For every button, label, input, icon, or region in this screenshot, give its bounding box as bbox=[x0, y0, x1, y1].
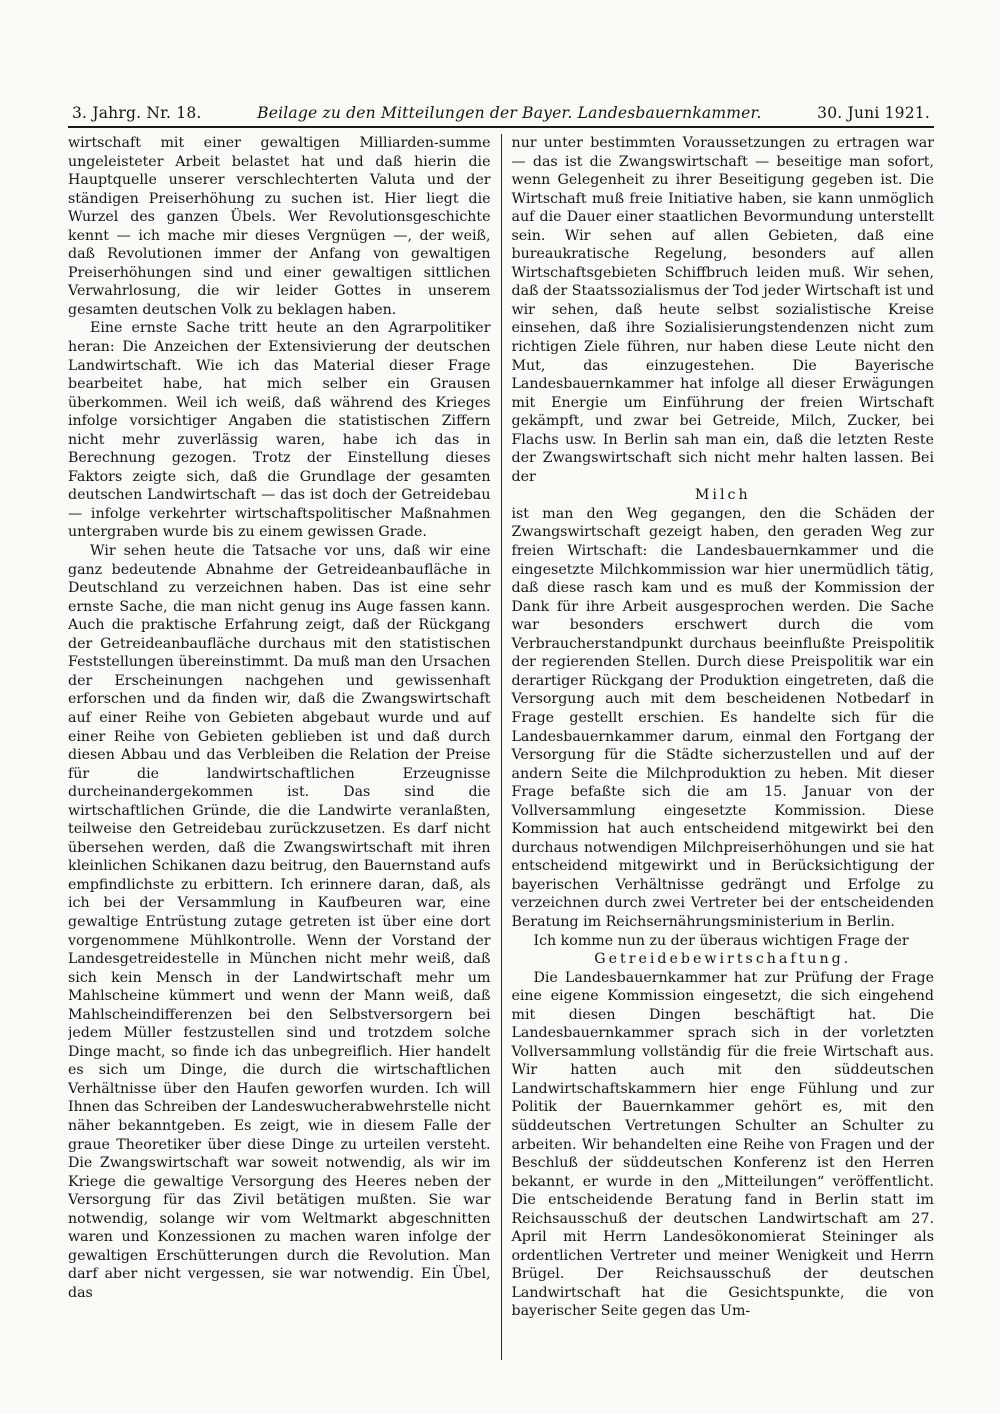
text-columns bbox=[68, 134, 934, 1364]
milch-heading: Milch bbox=[694, 487, 751, 504]
right-paragraph-1: nur unter bestimmten Voraussetzungen zu ertragen war — das ist die Zwangswirtschaft — beseitige man sofort, wenn Gelegenheit zu ihrer Beseitigung gegeben ist. Die Wirtschaft muß freie Initiative haben, sie kann unmöglich auf die Dauer einer staatlichen Bevormundung unterstellt sein. Wir sehen auf allen Gebieten, daß eine bureaukratische Regelung, besonders auf allen Wirtschaftsgebieten Schiffbruch leiden muß. Wir sehen, daß der Staatssozialismus der Tod jeder Wirtschaft ist und wir sehen, daß heute selbst sozialistische Kreise einsehen, daß ihre Sozialisierungstendenzen nicht zum richtigen Ziele führen, nur haben diese Leute nicht den Mut, das einzugestehen. Die Bayerische Landesbauernkammer hat infolge all dieser Erwägungen mit Energie um Einführung der freien Wirtschaft gekämpft, und zwar bei Getreide, Milch, Zucker, bei Flachs usw. In Berlin sah man ein, daß die letzten Reste der Zwangswirtschaft sich nicht mehr halten lassen. Bei der bbox=[511, 135, 934, 485]
publication-title: Beilage zu den Mitteilungen der Bayer. Landesbauernkammer. bbox=[257, 104, 762, 122]
right-paragraph-2: ist man den Weg gegangen, den die Schäden der Zwangswirtschaft gezeigt haben, den geraden Weg zur freien Wirtschaft: die Landesbauernkammer und die eingesetzte Milchkommission war hier unermüdlich tätig, daß diese rasch kam und es muß der Kommission der Dank für ihre Arbeit ausgesprochen werden. Die Sache war besonders erschwert durch die vom Verbraucherstandpunkt durchaus beeinflußte Preispolitik der regierenden Stellen. Durch diese Preispolitik war ein derartiger Rückgang der Produktion eingetreten, daß die Versorgung auch mit dem bescheidenen Notbedarf in Frage gestellt erschien. Es handelte sich für die Landesbauernkammer darum, einmal den Fortgang der Versorgung für die Städte sicherzustellen und auf der andern Seite die Milchproduktion zu heben. Mit dieser Frage befaßte sich die am 15. Januar von der Vollversammlung eingesetzte Kommission. Diese Kommission hat auch entscheidend mitgewirkt bei den durchaus notwendigen Milchpreiserhöhungen und sie hat entscheidend mitgewirkt und in Berücksichtigung der bayerischen Verhältnisse gedrängt und Erfolge zu verzeichnen durch zwei Vertreter bei der entscheidenden Beratung im Reichsernährungsministerium in Berlin. bbox=[511, 505, 934, 930]
left-paragraph-1: wirtschaft mit einer gewaltigen Milliarden-summe ungeleisteter Arbeit belastet hat und daß hierin die Hauptquelle unserer verschlechterten Valuta und der ständigen Preiserhöhung zu suchen ist. Hier liegt die Wurzel des ganzen Übels. Wer Revolutionsgeschichte kennt — ich mache mir dieses Vergnügen —, der weiß, daß Revolutionen immer der Anfang von gewaltigen Preiserhöhungen sind und einer gewaltigen sittlichen Verwahrlosung, die wir leider Gottes in unserem gesamten deutschen Volk zu beklagen haben. bbox=[68, 135, 491, 318]
right-paragraph-4: Die Landesbauernkammer hat zur Prüfung der Frage eine eigene Kommission eingesetzt, die sich eingehend mit diesen Dingen beschäftigt hat. Die Landesbauernkammer sprach sich in der vorletzten Vollversammlung vollständig für die freie Wirtschaft aus. Wir hatten auch mit den süddeutschen Landwirtschaftskammern hier enge Fühlung und zur Politik der Bauernkammer gehört es, mit den süddeutschen Vertretungen Schulter an Schulter zu arbeiten. Wir behandelten eine Reihe von Fragen und der Beschluß der süddeutschen Konferenz ist den Herren bekannt, er wurde in den „Mitteilungen“ veröffentlicht. Die entscheidende Beratung fand in Berlin statt im Reichsausschuß der deutschen Landwirtschaft am 27. April mit Herrn Landesökonomierat Steininger als ordentlichen Vertreter und meiner Wenigkeit und Herrn Brügel. Der Reichsausschuß der deutschen Landwirtschaft hat die Gesichtspunkte, die von bayerischer Seite gegen das Um- bbox=[511, 969, 934, 1320]
left-paragraph-3: Wir sehen heute die Tatsache vor uns, daß wir eine ganz bedeutende Abnahme der Getreideanbaufläche in Deutschland zu verzeichnen haben. Das ist eine sehr ernste Sache, die man nicht genug ins Auge fassen kann. Auch die praktische Erfahrung zeigt, daß der Rückgang der Getreideanbaufläche durchaus mit den statistischen Feststellungen übereinstimmt. Da muß man den Ursachen der Erscheinungen nachgehen und gewissenhaft erforschen und da finden wir, daß die Zwangswirtschaft auf einer Reihe von Gebieten abgebaut wurde und auf einer Reihe von Gebieten geblieben ist und daß durch diesen Abbau und das Verbleiben die Relation der Preise für die landwirtschaftlichen Erzeugnisse durcheinandergekommen ist. Das sind die wirtschaftlichen Gründe, die die Landwirte veranlaßten, teilweise den Getreidebau zurückzusetzen. Es darf nicht übersehen werden, daß die Zwangswirtschaft mit ihren kleinlichen Schikanen dazu beitrug, den Bauernstand aufs empfindlichste zu erbittern. Ich erinnere daran, daß, als ich bei der Versammlung in Kaufbeuren war, eine gewaltige Entrüstung zutage getreten ist über eine dort vorgenommene Mühlkontrolle. Wenn der Vorstand der Landesgetreidestelle in München nicht mehr weiß, daß sich kein Mensch in der Landwirtschaft mehr um Mahlscheine kümmert und wenn der Mann weiß, daß Mahlscheindifferenzen bei den Selbstversorgern bei jedem Müller festzustellen sind und trotzdem solche Dinge macht, so finde ich das unbegreiflich. Hier handelt es sich um Dinge, die durch die wirtschaftlichen Verhältnisse über den Haufen geworfen wurden. Ich will Ihnen das Schreiben der Landeswucherabwehrstelle nicht näher bekanntgeben. Es zeigt, wie in diesem Falle der graue Theoretiker über diese Dinge zu urteilen versteht. Die Zwangswirtschaft war soweit notwendig, als wir im Kriege die gewaltige Versorgung des Heeres neben der Versorgung für das Zivil betätigen mußten. Sie war notwendig, solange wir vom Weltmarkt abgeschnitten waren und Konzessionen zu machen waren infolge der gewaltigen Erschütterungen durch die Revolution. Man darf aber nicht vergessen, sie war notwendig. Ein Übel, das bbox=[68, 543, 491, 1301]
page-header bbox=[68, 104, 934, 128]
right-paragraph-3: Ich komme nun zu der überaus wichtigen Frage der bbox=[533, 932, 909, 949]
right-column bbox=[501, 134, 934, 1364]
issue-number: 3. Jahrg. Nr. 18. bbox=[72, 104, 202, 122]
issue-date: 30. Juni 1921. bbox=[817, 104, 930, 122]
left-column bbox=[68, 134, 501, 1364]
left-paragraph-2: Eine ernste Sache tritt heute an den Agrarpolitiker heran: Die Anzeichen der Extensivierung der deutschen Landwirtschaft. Wie ich das Material dieser Frage bearbeitet habe, hat mich selber ein Grausen überkommen. Weil ich weiß, daß während des Krieges infolge vorsichtiger Angaben die statistischen Ziffern nicht mehr zuverlässig waren, habe ich das in Berechnung gezogen. Trotz der Einstellung dieses Faktors zeigte sich, daß die Grundlage der gesamten deutschen Landwirtschaft — das ist doch der Getreidebau — infolge verkehrter wirtschaftspolitischer Maßnahmen untergraben wurde bis zu einem gewissen Grade. bbox=[68, 320, 491, 541]
getreide-heading: Getreidebewirtschaftung. bbox=[594, 951, 852, 968]
